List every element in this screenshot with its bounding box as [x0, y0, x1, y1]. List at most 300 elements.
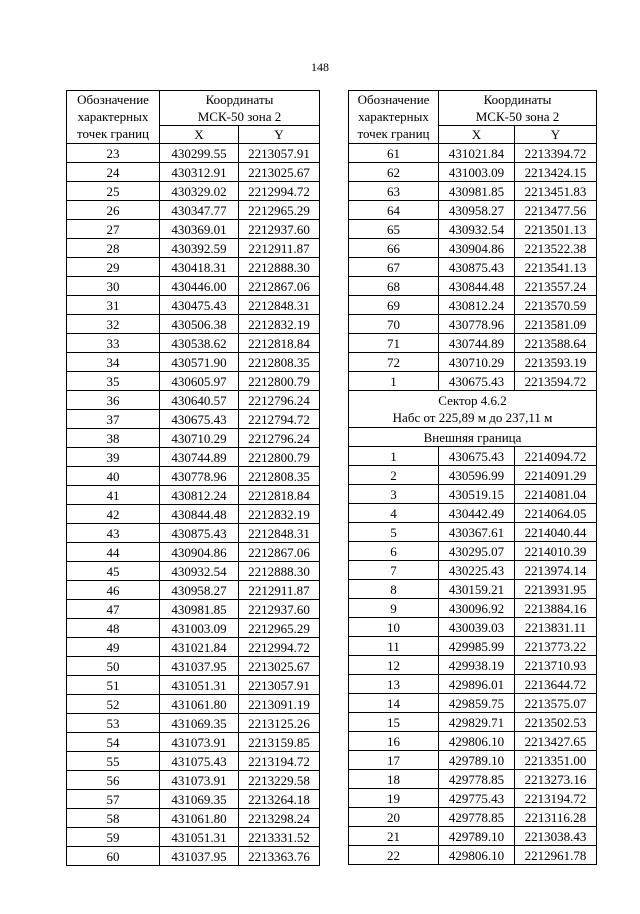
y-coordinate-cell: 2213159.85 — [239, 733, 320, 752]
y-coordinate-cell: 2212911.87 — [239, 239, 320, 258]
table-row — [67, 581, 320, 600]
x-coordinate-cell: 430369.01 — [160, 220, 239, 239]
x-header: X — [439, 126, 515, 144]
point-id-cell: 49 — [67, 638, 160, 657]
point-id-cell: 5 — [349, 523, 439, 542]
y-coordinate-cell: 2213575.07 — [515, 694, 597, 713]
x-coordinate-cell: 430675.43 — [439, 372, 515, 391]
table-row — [349, 353, 597, 372]
x-coordinate-cell: 430347.77 — [160, 201, 239, 220]
y-coordinate-cell: 2212796.24 — [239, 429, 320, 448]
point-id-cell: 22 — [349, 846, 439, 865]
x-coordinate-cell: 431075.43 — [160, 752, 239, 771]
y-coordinate-cell: 2212911.87 — [239, 581, 320, 600]
x-coordinate-cell: 429778.85 — [439, 808, 515, 827]
table-row — [349, 732, 597, 751]
point-id-cell: 55 — [67, 752, 160, 771]
x-coordinate-cell: 430778.96 — [160, 467, 239, 486]
y-coordinate-cell: 2213025.67 — [239, 163, 320, 182]
table-row — [67, 391, 320, 410]
table-row — [67, 372, 320, 391]
table-row — [349, 372, 597, 391]
point-id-cell: 69 — [349, 296, 439, 315]
table-row — [349, 163, 597, 182]
x-coordinate-cell: 430958.27 — [160, 581, 239, 600]
point-id-cell: 70 — [349, 315, 439, 334]
y-coordinate-cell: 2213125.26 — [239, 714, 320, 733]
point-id-cell: 56 — [67, 771, 160, 790]
y-coordinate-cell: 2213273.16 — [515, 770, 597, 789]
point-id-cell: 7 — [349, 561, 439, 580]
point-id-cell: 60 — [67, 847, 160, 866]
y-coordinate-cell: 2213194.72 — [515, 789, 597, 808]
table-row — [67, 353, 320, 372]
point-id-cell: 62 — [349, 163, 439, 182]
x-coordinate-cell: 430538.62 — [160, 334, 239, 353]
table-row — [67, 733, 320, 752]
point-id-cell: 66 — [349, 239, 439, 258]
table-row — [349, 182, 597, 201]
left-table-body — [67, 144, 320, 866]
y-header: Y — [515, 126, 597, 144]
x-coordinate-cell: 430519.15 — [439, 485, 515, 504]
table-row — [349, 675, 597, 694]
point-id-cell: 65 — [349, 220, 439, 239]
left-coordinates-table — [66, 90, 320, 866]
point-id-cell: 11 — [349, 637, 439, 656]
x-coordinate-cell: 431073.91 — [160, 733, 239, 752]
table-row — [67, 828, 320, 847]
y-coordinate-cell: 2212796.24 — [239, 391, 320, 410]
x-coordinate-cell: 430778.96 — [439, 315, 515, 334]
y-coordinate-cell: 2212937.60 — [239, 600, 320, 619]
table-row — [67, 334, 320, 353]
table-row — [67, 144, 320, 163]
x-coordinate-cell: 430367.61 — [439, 523, 515, 542]
point-id-cell: 23 — [67, 144, 160, 163]
table-row — [67, 505, 320, 524]
point-id-cell: 57 — [67, 790, 160, 809]
point-id-cell: 40 — [67, 467, 160, 486]
x-coordinate-cell: 430744.89 — [160, 448, 239, 467]
table-row — [349, 561, 597, 580]
point-id-cell: 41 — [67, 486, 160, 505]
designation-header — [349, 91, 439, 144]
table-row — [349, 827, 597, 846]
x-coordinate-cell: 430812.24 — [160, 486, 239, 505]
table-row — [67, 847, 320, 866]
table-row — [349, 504, 597, 523]
y-coordinate-cell: 2213057.91 — [239, 144, 320, 163]
x-coordinate-cell: 430710.29 — [160, 429, 239, 448]
point-id-cell: 16 — [349, 732, 439, 751]
y-coordinate-cell: 2212832.19 — [239, 505, 320, 524]
x-coordinate-cell: 430225.43 — [439, 561, 515, 580]
point-id-cell: 51 — [67, 676, 160, 695]
point-id-cell: 6 — [349, 542, 439, 561]
y-coordinate-cell: 2212808.35 — [239, 353, 320, 372]
coordinates-system: МСК-50 зона 2 — [475, 109, 560, 124]
x-coordinate-cell: 429985.99 — [439, 637, 515, 656]
designation-header-line: точек границ — [357, 126, 430, 141]
point-id-cell: 53 — [67, 714, 160, 733]
point-id-cell: 31 — [67, 296, 160, 315]
x-coordinate-cell: 430958.27 — [439, 201, 515, 220]
point-id-cell: 44 — [67, 543, 160, 562]
point-id-cell: 67 — [349, 258, 439, 277]
y-coordinate-cell: 2213057.91 — [239, 676, 320, 695]
point-id-cell: 29 — [67, 258, 160, 277]
table-row — [67, 619, 320, 638]
x-coordinate-cell: 430299.55 — [160, 144, 239, 163]
table-row — [349, 694, 597, 713]
point-id-cell: 8 — [349, 580, 439, 599]
x-coordinate-cell: 429896.01 — [439, 675, 515, 694]
table-row — [67, 277, 320, 296]
designation-header-line: Обозначение — [357, 92, 430, 107]
x-coordinate-cell: 431069.35 — [160, 714, 239, 733]
point-id-cell: 18 — [349, 770, 439, 789]
y-coordinate-cell: 2212888.30 — [239, 258, 320, 277]
y-coordinate-cell: 2213424.15 — [515, 163, 597, 182]
x-coordinate-cell: 430675.43 — [439, 447, 515, 466]
x-coordinate-cell: 430981.85 — [160, 600, 239, 619]
x-coordinate-cell: 431003.09 — [160, 619, 239, 638]
y-coordinate-cell: 2213931.95 — [515, 580, 597, 599]
x-coordinate-cell: 430039.03 — [439, 618, 515, 637]
x-coordinate-cell: 429789.10 — [439, 827, 515, 846]
y-coordinate-cell: 2213581.09 — [515, 315, 597, 334]
point-id-cell: 19 — [349, 789, 439, 808]
point-id-cell: 37 — [67, 410, 160, 429]
table-row — [349, 751, 597, 770]
table-row — [67, 467, 320, 486]
point-id-cell: 21 — [349, 827, 439, 846]
y-coordinate-cell: 2212808.35 — [239, 467, 320, 486]
x-coordinate-cell: 429806.10 — [439, 732, 515, 751]
x-coordinate-cell: 431037.95 — [160, 847, 239, 866]
table-row — [67, 296, 320, 315]
table-row — [349, 447, 597, 466]
table-row — [67, 201, 320, 220]
y-coordinate-cell: 2213229.58 — [239, 771, 320, 790]
point-id-cell: 58 — [67, 809, 160, 828]
x-coordinate-cell: 430744.89 — [439, 334, 515, 353]
y-coordinate-cell: 2212961.78 — [515, 846, 597, 865]
table-row — [67, 163, 320, 182]
point-id-cell: 71 — [349, 334, 439, 353]
table-row — [67, 182, 320, 201]
y-coordinate-cell: 2213974.14 — [515, 561, 597, 580]
point-id-cell: 14 — [349, 694, 439, 713]
y-coordinate-cell: 2212800.79 — [239, 372, 320, 391]
y-coordinate-cell: 2213884.16 — [515, 599, 597, 618]
table-row — [349, 713, 597, 732]
y-coordinate-cell: 2214010.39 — [515, 542, 597, 561]
point-id-cell: 32 — [67, 315, 160, 334]
y-coordinate-cell: 2213427.65 — [515, 732, 597, 751]
point-id-cell: 39 — [67, 448, 160, 467]
y-coordinate-cell: 2214091.29 — [515, 466, 597, 485]
table-row — [67, 752, 320, 771]
x-coordinate-cell: 430710.29 — [439, 353, 515, 372]
y-coordinate-cell: 2213091.19 — [239, 695, 320, 714]
y-coordinate-cell: 2214094.72 — [515, 447, 597, 466]
y-coordinate-cell: 2212818.84 — [239, 334, 320, 353]
table-row — [349, 277, 597, 296]
table-row — [67, 809, 320, 828]
point-id-cell: 2 — [349, 466, 439, 485]
table-row — [67, 315, 320, 334]
table-row — [67, 543, 320, 562]
y-coordinate-cell: 2212888.30 — [239, 562, 320, 581]
y-coordinate-cell: 2212994.72 — [239, 638, 320, 657]
x-coordinate-cell: 431061.80 — [160, 809, 239, 828]
x-coordinate-cell: 431051.31 — [160, 676, 239, 695]
x-coordinate-cell: 430904.86 — [160, 543, 239, 562]
y-coordinate-cell: 2212818.84 — [239, 486, 320, 505]
y-coordinate-cell: 2213038.43 — [515, 827, 597, 846]
y-header: Y — [239, 126, 320, 144]
table-row — [349, 618, 597, 637]
x-coordinate-cell: 430442.49 — [439, 504, 515, 523]
point-id-cell: 28 — [67, 239, 160, 258]
y-coordinate-cell: 2213331.52 — [239, 828, 320, 847]
table-row — [349, 239, 597, 258]
point-id-cell: 42 — [67, 505, 160, 524]
x-coordinate-cell: 430446.00 — [160, 277, 239, 296]
y-coordinate-cell: 2213594.72 — [515, 372, 597, 391]
x-coordinate-cell: 430904.86 — [439, 239, 515, 258]
y-coordinate-cell: 2212800.79 — [239, 448, 320, 467]
point-id-cell: 12 — [349, 656, 439, 675]
x-coordinate-cell: 431069.35 — [160, 790, 239, 809]
point-id-cell: 1 — [349, 447, 439, 466]
y-coordinate-cell: 2212965.29 — [239, 201, 320, 220]
y-coordinate-cell: 2213644.72 — [515, 675, 597, 694]
x-coordinate-cell: 430571.90 — [160, 353, 239, 372]
point-id-cell: 59 — [67, 828, 160, 847]
point-id-cell: 15 — [349, 713, 439, 732]
point-id-cell: 10 — [349, 618, 439, 637]
point-id-cell: 43 — [67, 524, 160, 543]
x-coordinate-cell: 431003.09 — [439, 163, 515, 182]
table-row — [67, 258, 320, 277]
table-row — [67, 448, 320, 467]
table-row — [349, 315, 597, 334]
table-row — [349, 599, 597, 618]
x-coordinate-cell: 430329.02 — [160, 182, 239, 201]
x-coordinate-cell: 430932.54 — [160, 562, 239, 581]
y-coordinate-cell: 2213451.83 — [515, 182, 597, 201]
point-id-cell: 47 — [67, 600, 160, 619]
table-row — [349, 846, 597, 865]
x-coordinate-cell: 430475.43 — [160, 296, 239, 315]
y-coordinate-cell: 2212937.60 — [239, 220, 320, 239]
x-coordinate-cell: 431061.80 — [160, 695, 239, 714]
sector-heading — [349, 391, 597, 428]
table-row — [349, 808, 597, 827]
y-coordinate-cell: 2213363.76 — [239, 847, 320, 866]
point-id-cell: 4 — [349, 504, 439, 523]
x-coordinate-cell: 430844.48 — [160, 505, 239, 524]
y-coordinate-cell: 2213588.64 — [515, 334, 597, 353]
x-coordinate-cell: 429938.19 — [439, 656, 515, 675]
y-coordinate-cell: 2213502.53 — [515, 713, 597, 732]
point-id-cell: 68 — [349, 277, 439, 296]
x-coordinate-cell: 430875.43 — [160, 524, 239, 543]
point-id-cell: 33 — [67, 334, 160, 353]
point-id-cell: 30 — [67, 277, 160, 296]
y-coordinate-cell: 2213557.24 — [515, 277, 597, 296]
table-row — [67, 410, 320, 429]
point-id-cell: 63 — [349, 182, 439, 201]
x-coordinate-cell: 429789.10 — [439, 751, 515, 770]
y-coordinate-cell: 2213394.72 — [515, 144, 597, 163]
x-coordinate-cell: 431073.91 — [160, 771, 239, 790]
point-id-cell: 52 — [67, 695, 160, 714]
table-row — [349, 258, 597, 277]
x-coordinate-cell: 430506.38 — [160, 315, 239, 334]
y-coordinate-cell: 2214064.05 — [515, 504, 597, 523]
x-coordinate-cell: 430812.24 — [439, 296, 515, 315]
x-coordinate-cell: 429859.75 — [439, 694, 515, 713]
table-row — [349, 789, 597, 808]
y-coordinate-cell: 2213116.28 — [515, 808, 597, 827]
x-coordinate-cell: 430932.54 — [439, 220, 515, 239]
table-row — [67, 695, 320, 714]
x-coordinate-cell: 431051.31 — [160, 828, 239, 847]
y-coordinate-cell: 2213710.93 — [515, 656, 597, 675]
table-row — [67, 676, 320, 695]
designation-header-line: точек границ — [76, 126, 150, 141]
point-id-cell: 50 — [67, 657, 160, 676]
point-id-cell: 34 — [67, 353, 160, 372]
right-table-body-top — [349, 144, 597, 391]
point-id-cell: 38 — [67, 429, 160, 448]
table-row — [67, 600, 320, 619]
y-coordinate-cell: 2212848.31 — [239, 524, 320, 543]
point-id-cell: 24 — [67, 163, 160, 182]
y-coordinate-cell: 2213351.00 — [515, 751, 597, 770]
y-coordinate-cell: 2213831.11 — [515, 618, 597, 637]
coordinates-header — [160, 91, 320, 126]
sector-title: Сектор 4.6.2 — [438, 393, 507, 408]
table-row — [349, 466, 597, 485]
table-row — [349, 542, 597, 561]
right-table-body-bottom — [349, 447, 597, 865]
point-id-cell: 26 — [67, 201, 160, 220]
x-coordinate-cell: 430312.91 — [160, 163, 239, 182]
table-row — [67, 239, 320, 258]
point-id-cell: 72 — [349, 353, 439, 372]
table-row — [349, 334, 597, 353]
table-row — [349, 580, 597, 599]
point-id-cell: 13 — [349, 675, 439, 694]
table-row — [349, 656, 597, 675]
x-coordinate-cell: 429775.43 — [439, 789, 515, 808]
table-row — [67, 220, 320, 239]
table-row — [67, 524, 320, 543]
x-coordinate-cell: 431037.95 — [160, 657, 239, 676]
table-row — [349, 523, 597, 542]
y-coordinate-cell: 2212794.72 — [239, 410, 320, 429]
coordinates-title: Координаты — [483, 92, 552, 107]
y-coordinate-cell: 2213522.38 — [515, 239, 597, 258]
point-id-cell: 61 — [349, 144, 439, 163]
x-coordinate-cell: 430605.97 — [160, 372, 239, 391]
table-row — [349, 220, 597, 239]
x-coordinate-cell: 431021.84 — [439, 144, 515, 163]
point-id-cell: 17 — [349, 751, 439, 770]
point-id-cell: 46 — [67, 581, 160, 600]
point-id-cell: 64 — [349, 201, 439, 220]
table-row — [349, 201, 597, 220]
table-row — [67, 486, 320, 505]
coordinates-system: МСК-50 зона 2 — [197, 109, 282, 124]
point-id-cell: 35 — [67, 372, 160, 391]
y-coordinate-cell: 2213264.18 — [239, 790, 320, 809]
right-coordinates-table — [348, 90, 597, 865]
y-coordinate-cell: 2213593.19 — [515, 353, 597, 372]
y-coordinate-cell: 2212832.19 — [239, 315, 320, 334]
y-coordinate-cell: 2212848.31 — [239, 296, 320, 315]
y-coordinate-cell: 2212867.06 — [239, 277, 320, 296]
table-row — [67, 790, 320, 809]
y-coordinate-cell: 2213541.13 — [515, 258, 597, 277]
point-id-cell: 27 — [67, 220, 160, 239]
y-coordinate-cell: 2213501.13 — [515, 220, 597, 239]
y-coordinate-cell: 2213773.22 — [515, 637, 597, 656]
point-id-cell: 20 — [349, 808, 439, 827]
x-coordinate-cell: 431021.84 — [160, 638, 239, 657]
y-coordinate-cell: 2213194.72 — [239, 752, 320, 771]
y-coordinate-cell: 2213477.56 — [515, 201, 597, 220]
x-coordinate-cell: 430596.99 — [439, 466, 515, 485]
coordinates-title: Координаты — [205, 92, 274, 107]
coordinates-header — [439, 91, 597, 126]
x-coordinate-cell: 430981.85 — [439, 182, 515, 201]
point-id-cell: 45 — [67, 562, 160, 581]
boundary-heading: Внешняя граница — [349, 428, 597, 447]
page-number: 148 — [311, 60, 329, 74]
y-coordinate-cell: 2212867.06 — [239, 543, 320, 562]
point-id-cell: 48 — [67, 619, 160, 638]
point-id-cell: 1 — [349, 372, 439, 391]
y-coordinate-cell: 2213570.59 — [515, 296, 597, 315]
x-coordinate-cell: 430392.59 — [160, 239, 239, 258]
x-coordinate-cell: 430295.07 — [439, 542, 515, 561]
table-row — [349, 770, 597, 789]
y-coordinate-cell: 2212994.72 — [239, 182, 320, 201]
x-coordinate-cell: 430844.48 — [439, 277, 515, 296]
designation-header-line: Обозначение — [77, 92, 149, 107]
point-id-cell: 9 — [349, 599, 439, 618]
x-coordinate-cell: 429829.71 — [439, 713, 515, 732]
table-row — [349, 637, 597, 656]
x-coordinate-cell: 430875.43 — [439, 258, 515, 277]
x-header: X — [160, 126, 239, 144]
table-row — [67, 562, 320, 581]
table-row — [67, 638, 320, 657]
table-row — [349, 485, 597, 504]
x-coordinate-cell: 430096.92 — [439, 599, 515, 618]
sector-height-range: Набс от 225,89 м до 237,11 м — [392, 410, 553, 425]
designation-header-line: характерных — [358, 109, 429, 124]
x-coordinate-cell: 430159.21 — [439, 580, 515, 599]
table-row — [67, 657, 320, 676]
x-coordinate-cell: 430418.31 — [160, 258, 239, 277]
